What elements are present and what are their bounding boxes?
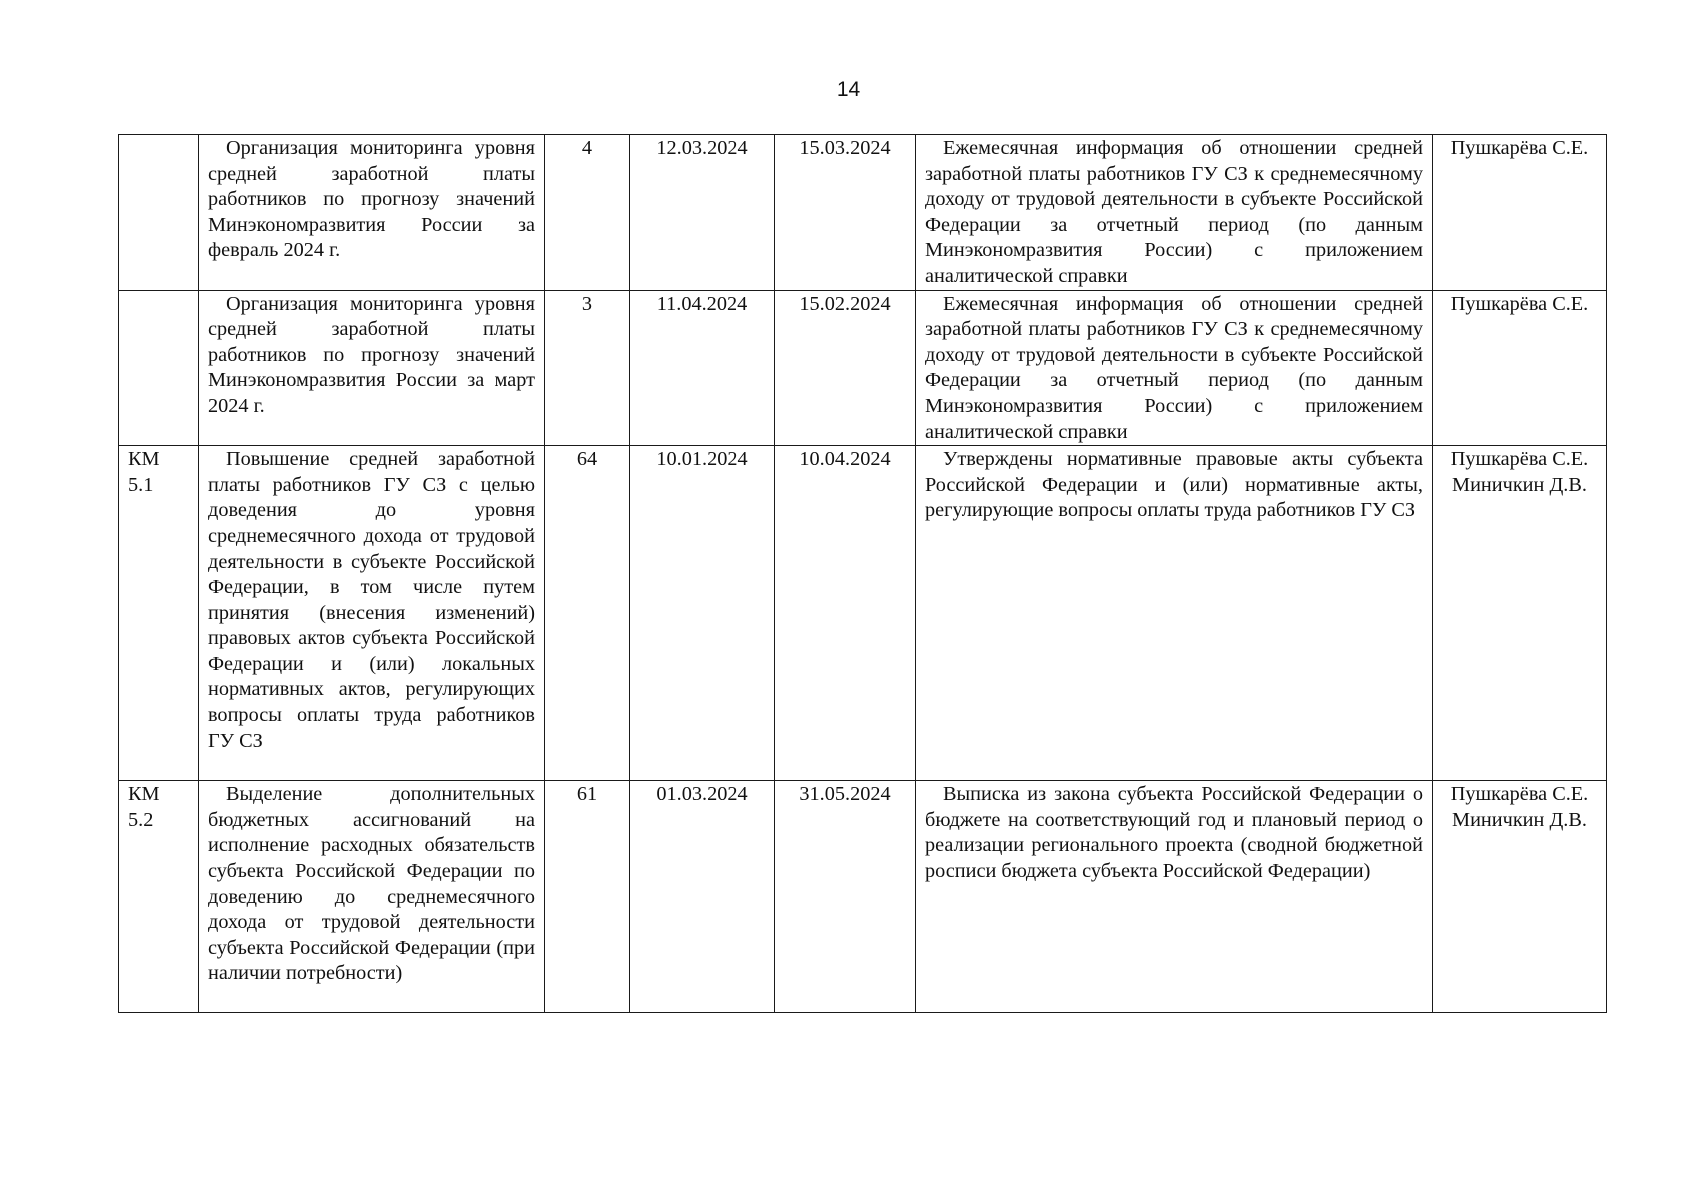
table-row	[119, 135, 1607, 291]
row-number: 64	[545, 446, 630, 781]
row-result-text: Ежемесячная информация об отношении средней заработной платы работников ГУ СЗ к среднемесячному доходу от трудовой деятельности в субъекте Российской Федерации за отчетный период (по данным Минэкономразвития России) с приложением аналитической справки	[925, 292, 1423, 443]
plan-table	[118, 134, 1607, 1013]
row-name-text: Выделение дополнительных бюджетных ассигнований на исполнение расходных обязательств субъекта Российской Федерации по доведению до среднемесячного дохода от трудовой деятельности субъекта Российской Федерации (при наличии потребности)	[208, 783, 535, 985]
row-responsible	[1433, 781, 1607, 1013]
row-end-date: 31.05.2024	[775, 781, 916, 1013]
table-row	[119, 446, 1607, 781]
row-name	[199, 446, 545, 781]
responsible-person: Пушкарёва С.Е.	[1450, 448, 1589, 471]
row-number: 3	[545, 290, 630, 446]
table-row	[119, 290, 1607, 446]
responsible-person: Миничкин Д.В.	[1452, 473, 1587, 496]
row-end-date: 15.03.2024	[775, 135, 916, 291]
row-responsible	[1433, 290, 1607, 446]
row-result-text: Утверждены нормативные правовые акты субъекта Российской Федерации и (или) нормативные акты, регулирующие вопросы оплаты труда работников ГУ СЗ	[925, 448, 1423, 522]
row-name	[199, 135, 545, 291]
responsible-person: Миничкин Д.В.	[1452, 808, 1587, 831]
row-name-text: Организация мониторинга уровня средней заработной платы работников по прогнозу значений Минэкономразвития России за март 2024 г.	[208, 292, 535, 417]
row-code	[119, 290, 199, 446]
row-start-date: 12.03.2024	[630, 135, 775, 291]
row-end-date: 10.04.2024	[775, 446, 916, 781]
row-code: КМ 5.1	[119, 446, 199, 781]
row-name	[199, 290, 545, 446]
row-name-text: Повышение средней заработной платы работников ГУ СЗ с целью доведения до уровня среднемесячного дохода от трудовой деятельности в субъекте Российской Федерации, в том числе путем принятия (внесения изменений) правовых актов субъекта Российской Федерации и (или) локальных нормативных актов, регулирующих вопросы оплаты труда работников ГУ СЗ	[208, 448, 535, 752]
table-row	[119, 781, 1607, 1013]
responsible-person: Пушкарёва С.Е.	[1450, 137, 1589, 159]
row-result	[916, 446, 1433, 781]
row-result	[916, 781, 1433, 1013]
row-responsible	[1433, 135, 1607, 291]
responsible-person: Пушкарёва С.Е.	[1450, 783, 1589, 806]
row-start-date: 01.03.2024	[630, 781, 775, 1013]
row-name	[199, 781, 545, 1013]
row-start-date: 10.01.2024	[630, 446, 775, 781]
row-number: 4	[545, 135, 630, 291]
row-start-date: 11.04.2024	[630, 290, 775, 446]
page-number: 14	[836, 78, 861, 101]
row-code: КМ 5.2	[119, 781, 199, 1013]
row-number: 61	[545, 781, 630, 1013]
row-code	[119, 135, 199, 291]
row-result	[916, 135, 1433, 291]
row-result-text: Ежемесячная информация об отношении средней заработной платы работников ГУ СЗ к среднемесячному доходу от трудовой деятельности в субъекте Российской Федерации за отчетный период (по данным Минэкономразвития России) с приложением аналитической справки	[925, 137, 1423, 287]
row-name-text: Организация мониторинга уровня средней заработной платы работников по прогнозу значений Минэкономразвития России за февраль 2024 г.	[208, 137, 535, 262]
row-end-date: 15.02.2024	[775, 290, 916, 446]
row-result-text: Выписка из закона субъекта Российской Федерации о бюджете на соответствующий год и плановый период о реализации регионального проекта (сводной бюджетной росписи бюджета субъекта Российской Федерации)	[925, 783, 1423, 882]
responsible-person: Пушкарёва С.Е.	[1450, 292, 1589, 315]
row-result	[916, 290, 1433, 446]
row-responsible	[1433, 446, 1607, 781]
